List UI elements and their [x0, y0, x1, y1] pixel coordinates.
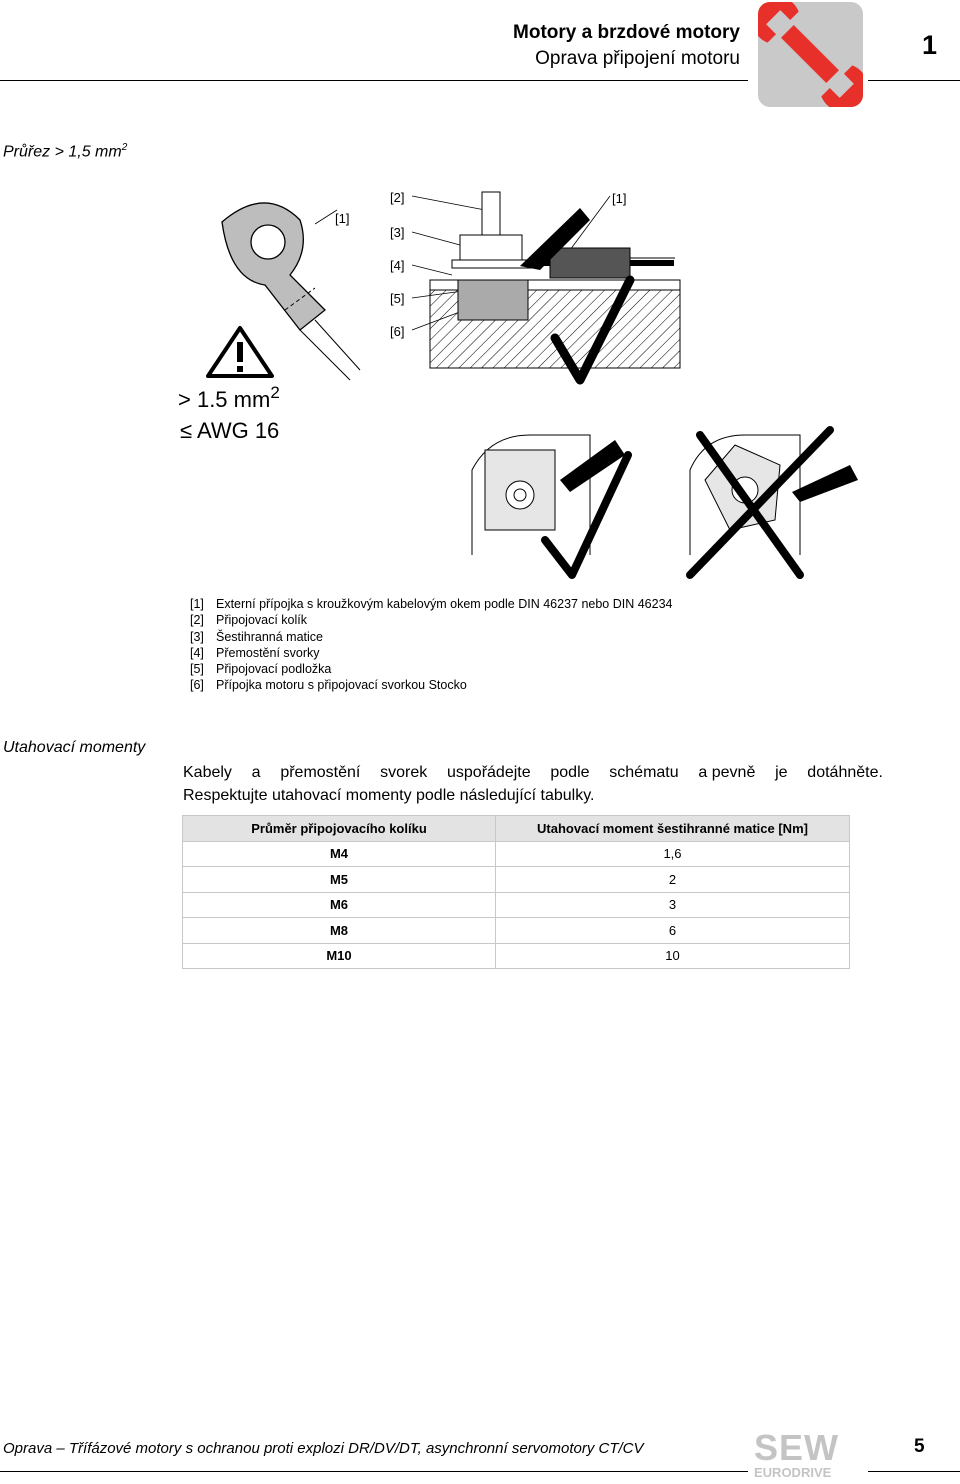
- ring-terminal: [222, 203, 325, 330]
- clamp-correct: [472, 435, 628, 575]
- svg-text:> 1.5 mm2: [178, 383, 280, 412]
- section-title-sup: 2: [121, 142, 128, 153]
- table-header: Průměr připojovacího kolíku: [183, 816, 496, 842]
- page-number: 5: [914, 1436, 925, 1457]
- section-title: [3, 142, 127, 161]
- table-row: M8 6: [183, 918, 850, 944]
- spec-line-2: ≤ AWG 16: [180, 418, 280, 443]
- torque-label: Utahovací momenty: [3, 739, 146, 756]
- chapter-number: 1: [922, 30, 938, 60]
- svg-text:SEW: SEW: [754, 1428, 840, 1468]
- connection-diagram: [160, 180, 880, 585]
- header-rule-right: [868, 80, 960, 81]
- clamp-wrong: [690, 430, 858, 575]
- table-row: M10 10: [183, 943, 850, 969]
- spec-line-1-sup: 2: [270, 383, 280, 402]
- wrench-icon: [758, 2, 863, 107]
- legend: [190, 596, 672, 694]
- legend-item: [6] Přípojka motoru s připojovací svorkou Stocko: [190, 678, 467, 693]
- legend-item: [1] Externí přípojka s kroužkovým kabelovým okem podle DIN 46237 nebo DIN 46234: [190, 597, 673, 611]
- spec-line-1: > 1.5 mm: [178, 387, 271, 412]
- legend-item: [4] Přemostění svorky: [190, 645, 320, 660]
- svg-text:EURODRIVE: EURODRIVE: [754, 1465, 832, 1479]
- callout-2: [2]: [390, 190, 405, 205]
- torque-paragraph: Kabely a přemostění svorek uspořádejte podle schématu a pevně je dotáhněte. Respektujte utahovací momenty podle následující tabulky.: [183, 764, 883, 804]
- header-title: Motory a brzdové motory: [513, 22, 740, 43]
- sew-eurodrive-logo: [752, 1428, 860, 1479]
- header-subtitle: Oprava připojení motoru: [535, 48, 740, 69]
- header-rule: [0, 80, 748, 81]
- callout-1-right: [1]: [612, 191, 627, 206]
- legend-item: [2] Připojovací kolík: [190, 613, 308, 628]
- warning-icon: [208, 328, 272, 376]
- callout-6: [6]: [390, 324, 405, 339]
- callout-1-left: [1]: [335, 211, 350, 226]
- callout-4: [4]: [390, 258, 405, 273]
- torque-table: [182, 815, 850, 969]
- legend-item: [5] Připojovací podložka: [190, 662, 332, 677]
- table-header: Utahovací moment šestihranné matice [Nm]: [496, 816, 850, 842]
- footer-rule-right: [868, 1471, 960, 1472]
- table-row: M6 3: [183, 892, 850, 918]
- table-row: M5 2: [183, 867, 850, 893]
- footer-text: Oprava – Třífázové motory s ochranou proti explozi DR/DV/DT, asynchronní servomotory CT/CV: [3, 1440, 644, 1457]
- section-title-text: Průřez > 1,5 mm: [3, 143, 122, 161]
- legend-item: [3] Šestihranná matice: [190, 629, 324, 644]
- callout-5: [5]: [390, 291, 405, 306]
- footer-rule: [0, 1471, 748, 1472]
- table-row: M4 1,6: [183, 841, 850, 867]
- callout-3: [3]: [390, 225, 405, 240]
